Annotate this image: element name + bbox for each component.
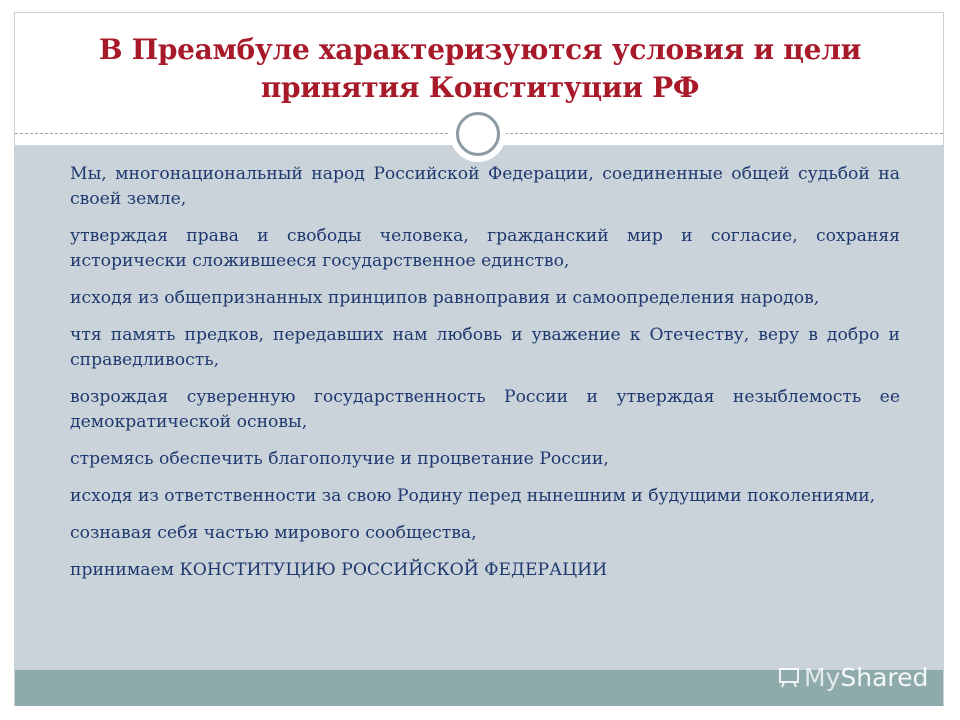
paragraph-5: возрождая суверенную государственность России и утверждая незыблемость ее демократической основы,	[70, 387, 900, 432]
watermark-my: My	[804, 662, 841, 692]
preamble-text	[70, 162, 900, 595]
paragraph-7: исходя из ответственности за свою Родину перед нынешним и будущими поколениями,	[70, 486, 876, 506]
ring-ornament-icon	[456, 112, 500, 156]
watermark-shared: Shared	[840, 662, 929, 692]
paragraph-3: исходя из общепризнанных принципов равноправия и самоопределения народов,	[70, 288, 820, 308]
paragraph-2: утверждая права и свободы человека, гражданский мир и согласие, сохраняя исторически сложившееся государственное единство,	[70, 226, 900, 271]
slide-title: В Преамбуле характеризуются условия и цели принятия Конституции РФ	[98, 33, 862, 104]
paragraph-6: стремясь обеспечить благополучие и процветание России,	[70, 449, 609, 469]
watermark-text	[804, 663, 928, 692]
paragraph-8: сознавая себя частью мирового сообщества,	[70, 523, 477, 543]
paragraph-4: чтя память предков, передавших нам любовь и уважение к Отечеству, веру в добро и справедливость,	[70, 325, 900, 370]
myshared-watermark	[778, 660, 928, 694]
paragraph-1: Мы, многонациональный народ Российской Федерации, соединенные общей судьбой на своей земле,	[70, 164, 900, 209]
paragraph-9: принимаем КОНСТИТУЦИЮ РОССИЙСКОЙ ФЕДЕРАЦИИ	[70, 560, 608, 580]
presentation-board-icon	[778, 666, 800, 688]
